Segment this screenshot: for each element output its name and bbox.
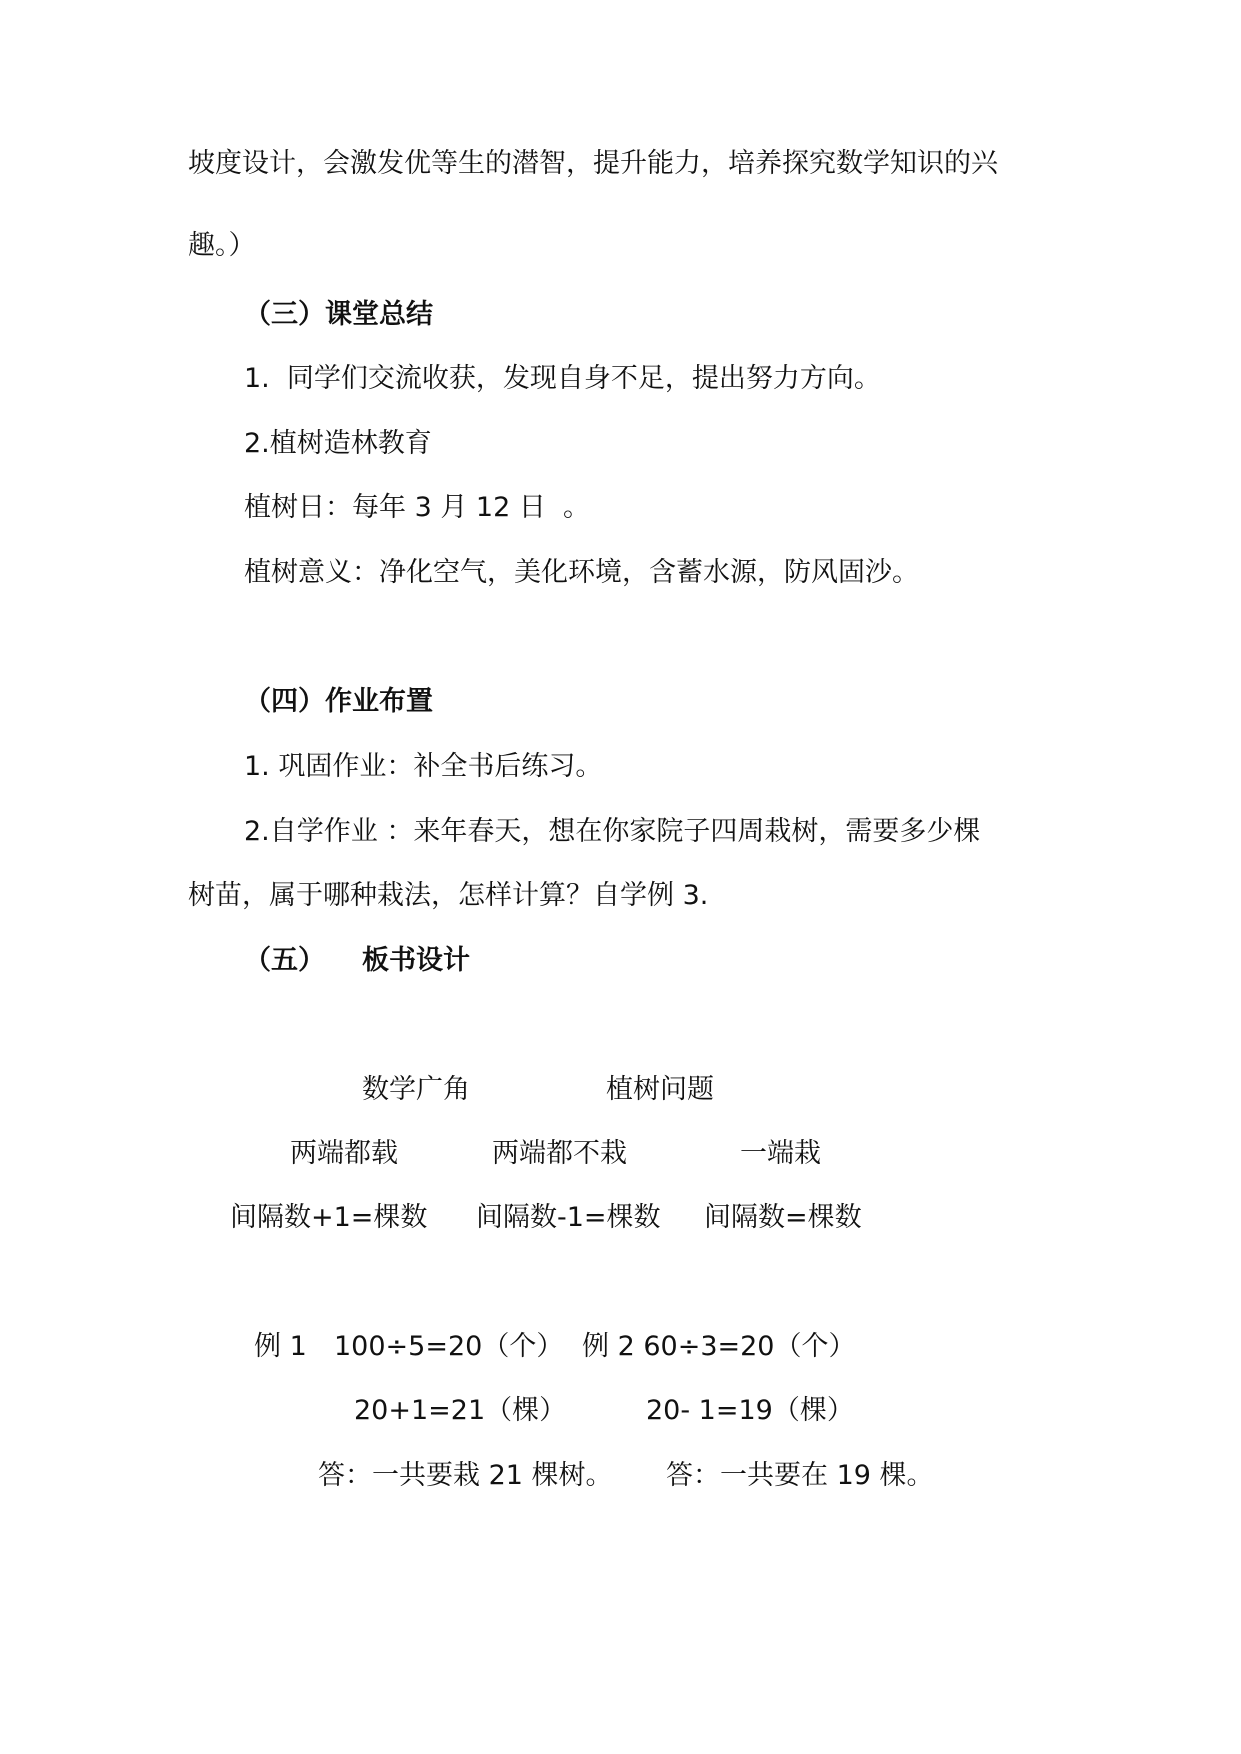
- example-2-step: 20- 1=19（棵）: [646, 1395, 854, 1426]
- example-1-label: 例 1: [254, 1331, 307, 1362]
- board-title-right: 植树问题: [606, 1074, 714, 1105]
- intro-line-2: 趣。）: [188, 230, 256, 261]
- example-2: 例 2 60÷3=20（个）: [582, 1331, 856, 1362]
- homework-item-1: 1. 巩固作业：补全书后练习。: [244, 751, 603, 782]
- tree-day: 植树日：每年 3 月 12 日 。: [244, 492, 591, 523]
- example-2-answer: 答：一共要在 19 棵。: [666, 1460, 934, 1491]
- section-homework-heading: （四）作业布置: [244, 686, 433, 717]
- homework-item-2-line-1: 2.自学作业 ：来年春天，想在你家院子四周栽树，需要多少棵: [244, 816, 981, 847]
- case-both-ends: 两端都载: [290, 1138, 398, 1169]
- formula-both-ends: 间隔数+1=棵数: [230, 1202, 428, 1233]
- board-title-left: 数学广角: [362, 1074, 470, 1105]
- formula-one-end: 间隔数=棵数: [704, 1202, 862, 1233]
- example-1-answer: 答：一共要栽 21 棵树。: [318, 1460, 613, 1491]
- section-board-heading-text: 板书设计: [362, 945, 470, 976]
- section-board-heading-number: （五）: [244, 945, 325, 976]
- example-1-step: 20+1=21（棵）: [354, 1395, 567, 1426]
- intro-line-1: 坡度设计，会激发优等生的潜智，提升能力，培养探究数学知识的兴: [188, 148, 998, 179]
- homework-item-2-line-2: 树苗，属于哪种栽法，怎样计算？自学例 3.: [188, 880, 709, 911]
- case-no-ends: 两端都不栽: [492, 1138, 627, 1169]
- case-one-end: 一端栽: [740, 1138, 821, 1169]
- formula-no-ends: 间隔数-1=棵数: [476, 1202, 661, 1233]
- example-1-equation: 100÷5=20（个）: [334, 1331, 564, 1362]
- section-summary-heading: （三）课堂总结: [244, 299, 433, 330]
- summary-item-1: 1. 同学们交流收获，发现自身不足，提出努力方向。: [244, 363, 881, 394]
- tree-meaning: 植树意义：净化空气，美化环境，含蓄水源，防风固沙。: [244, 557, 919, 588]
- summary-item-2: 2.植树造林教育: [244, 428, 432, 459]
